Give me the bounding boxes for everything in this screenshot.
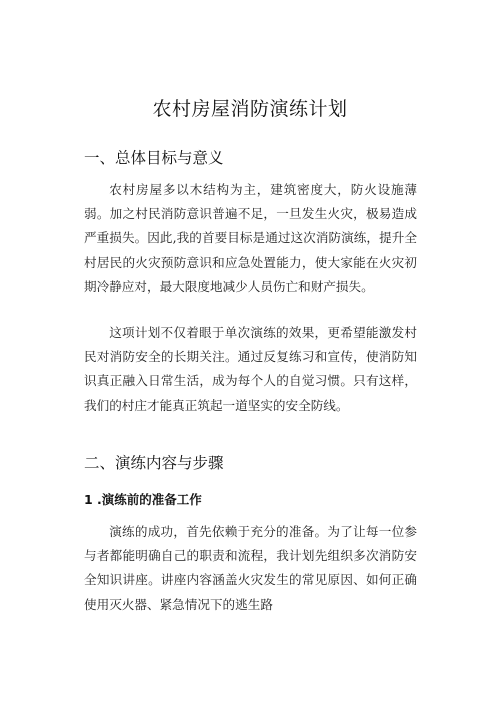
body-paragraph: 农村房屋多以木结构为主，建筑密度大，防火设施薄弱。加之村民消防意识普遍不足，一旦发生火灾，极易造成严重损失。因此,我的首要目标是通过这次消防演练，提升全村居民的火灾预防意识和应急处置能力，使大家能在火灾初期冷静应对，最大限度地减少人员伤亡和财产损失。 <box>84 182 417 294</box>
document-title: 农村房屋消防演练计划 <box>152 98 348 120</box>
section-heading-content: 二、演练内容与步骤 <box>84 454 224 472</box>
subsection-heading-preparation: 1 .演练前的准备工作 <box>84 492 202 507</box>
body-paragraph: 演练的成功，首先依赖于充分的准备。为了让每一位参与者都能明确自己的职责和流程，我计划先组织多次消防安全知识讲座。讲座内容涵盖火灾发生的常见原因、如何正确使用灭火器、紧急情况下的逃生路 <box>84 524 417 612</box>
section-heading-goals: 一、总体目标与意义 <box>84 149 224 167</box>
body-paragraph: 这项计划不仅着眼于单次演练的效果，更希望能激发村民对消防安全的长期关注。通过反复练习和宣传，使消防知识真正融入日常生活，成为每个人的自觉习惯。只有这样，我们的村庄才能真正筑起一道坚实的安全防线。 <box>84 325 417 413</box>
